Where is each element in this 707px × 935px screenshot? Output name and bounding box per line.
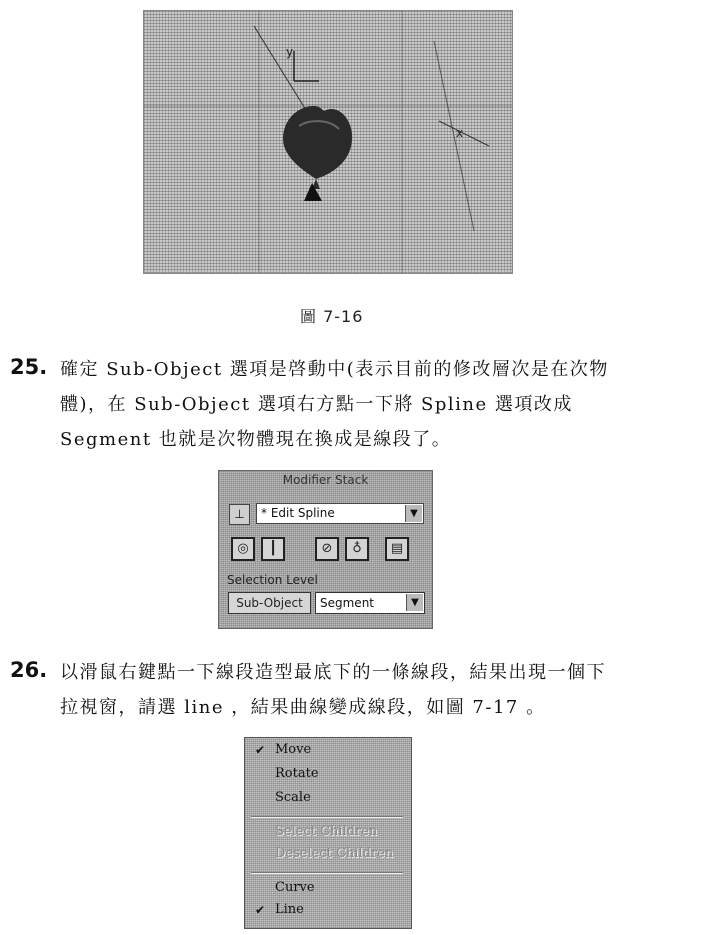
pin-stack-icon[interactable]: ⊥	[229, 504, 250, 525]
menu-item-select-children: Select Children	[275, 824, 378, 839]
viewport-drawing	[144, 11, 512, 273]
menu-item-scale[interactable]: Scale	[275, 790, 311, 805]
figure-7-16-viewport	[143, 10, 513, 274]
modifier-dropdown[interactable]	[256, 503, 424, 524]
figure-caption-7-16: 圖 7-16	[300, 307, 364, 326]
dropdown-arrow-icon[interactable]: ▼	[405, 505, 422, 522]
vertex-triangle	[304, 183, 322, 201]
line-check-icon: ✔	[255, 903, 266, 917]
move-check-icon: ✔	[255, 743, 266, 757]
menu-item-move[interactable]: Move	[275, 742, 312, 757]
modifier-dropdown-value: * Edit Spline	[261, 506, 335, 520]
edit-stack-icon[interactable]: ▤	[385, 537, 409, 561]
menu-separator	[251, 816, 403, 818]
menu-item-curve[interactable]: Curve	[275, 880, 315, 895]
menu-item-line[interactable]: Line	[275, 902, 304, 917]
selection-level-label: Selection Level	[227, 573, 318, 587]
remove-modifier-icon[interactable]: ♁	[345, 537, 369, 561]
menu-separator	[251, 872, 403, 874]
axis-y-label: y	[286, 45, 294, 59]
step-26-line-1: 以滑鼠右鍵點一下線段造型最底下的一條線段，結果出現一個下	[60, 662, 606, 683]
step-25-line-2: 體)，在 Sub-Object 選項右方點一下將 Spline 選項改成	[60, 394, 573, 415]
selection-level-value: Segment	[320, 596, 374, 610]
step-25-text	[60, 352, 700, 457]
modifier-stack-panel	[218, 470, 433, 629]
menu-item-deselect-children: Deselect Children	[275, 846, 394, 861]
selection-level-dropdown[interactable]	[315, 592, 425, 614]
balloon-shape	[283, 106, 352, 189]
make-unique-icon[interactable]: ⊘	[315, 537, 339, 561]
axis-x-label: x	[456, 126, 464, 140]
step-26-text	[60, 655, 700, 725]
sub-object-button[interactable]: Sub-Object	[228, 592, 311, 614]
step-number-26: 26.	[10, 658, 48, 682]
step-number-25: 25.	[10, 355, 48, 379]
active-inactive-toggle-icon[interactable]: ◎	[231, 537, 255, 561]
show-end-result-icon[interactable]: ┃	[261, 537, 285, 561]
right-click-context-menu	[244, 737, 412, 929]
menu-item-rotate[interactable]: Rotate	[275, 766, 319, 781]
step-25-line-3: Segment 也就是次物體現在換成是線段了。	[60, 429, 452, 450]
modifier-stack-title: Modifier Stack	[282, 473, 369, 487]
level-dropdown-arrow-icon[interactable]: ▼	[406, 594, 423, 611]
step-26-line-2: 拉視窗，請選 line ，結果曲線變成線段，如圖 7-17 。	[60, 697, 546, 718]
step-25-line-1: 確定 Sub-Object 選項是啓動中(表示目前的修改層次是在次物	[60, 359, 609, 380]
